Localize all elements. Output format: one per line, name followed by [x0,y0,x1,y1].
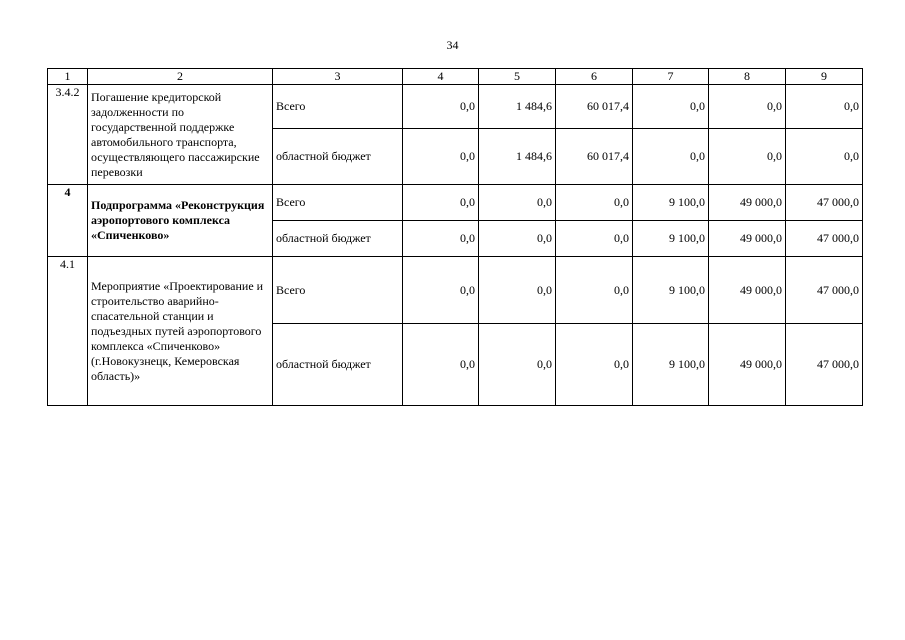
value-cell: 0,0 [633,129,709,185]
column-number: 6 [556,69,633,85]
table-row [48,185,863,221]
value-cell: 0,0 [403,324,479,406]
column-number: 3 [273,69,403,85]
value-cell: 0,0 [556,221,633,257]
value-cell: 0,0 [556,257,633,324]
column-number: 8 [709,69,786,85]
value-cell: 49 000,0 [709,185,786,221]
value-cell: 0,0 [403,129,479,185]
column-number: 1 [48,69,88,85]
value-cell: 0,0 [556,324,633,406]
column-number: 5 [479,69,556,85]
value-cell: 0,0 [633,85,709,129]
value-cell: 0,0 [403,185,479,221]
value-cell: 9 100,0 [633,257,709,324]
value-cell: 0,0 [479,221,556,257]
value-cell: 47 000,0 [786,257,863,324]
table-row [48,257,863,324]
value-cell: 47 000,0 [786,221,863,257]
value-cell: 9 100,0 [633,185,709,221]
funding-source: областной бюджет [273,324,403,406]
item-number: 4.1 [48,257,88,406]
item-number: 4 [48,185,88,257]
value-cell: 0,0 [709,85,786,129]
column-number: 7 [633,69,709,85]
value-cell: 0,0 [709,129,786,185]
column-number: 2 [88,69,273,85]
budget-table [47,68,863,406]
value-cell: 1 484,6 [479,129,556,185]
value-cell: 9 100,0 [633,221,709,257]
funding-source: областной бюджет [273,221,403,257]
page-number: 34 [446,38,459,52]
funding-source: областной бюджет [273,129,403,185]
value-cell: 49 000,0 [709,257,786,324]
column-number: 9 [786,69,863,85]
value-cell: 0,0 [556,185,633,221]
value-cell: 60 017,4 [556,129,633,185]
funding-source: Всего [273,257,403,324]
table-row [48,85,863,129]
value-cell: 1 484,6 [479,85,556,129]
value-cell: 47 000,0 [786,324,863,406]
value-cell: 0,0 [403,221,479,257]
column-number-row [48,69,863,85]
value-cell: 0,0 [786,85,863,129]
value-cell: 0,0 [479,257,556,324]
column-number: 4 [403,69,479,85]
item-name: Мероприятие «Проектирование и строительство аварийно-спасательной станции и подъездных путей аэропортового комплекса «Спиченково» (г.Новокузнецк, Кемеровская область)» [88,257,273,406]
value-cell: 0,0 [403,257,479,324]
value-cell: 0,0 [403,85,479,129]
funding-source: Всего [273,185,403,221]
item-number: 3.4.2 [48,85,88,185]
item-name: Погашение кредиторской задолженности по государственной поддержке автомобильного транспорта, осуществляющего пассажирские перевозки [88,85,273,185]
item-name: Подпрограмма «Реконструкция аэропортового комплекса «Спиченково» [88,185,273,257]
value-cell: 60 017,4 [556,85,633,129]
value-cell: 0,0 [479,324,556,406]
value-cell: 49 000,0 [709,324,786,406]
value-cell: 9 100,0 [633,324,709,406]
value-cell: 0,0 [479,185,556,221]
value-cell: 47 000,0 [786,185,863,221]
funding-source: Всего [273,85,403,129]
value-cell: 49 000,0 [709,221,786,257]
value-cell: 0,0 [786,129,863,185]
